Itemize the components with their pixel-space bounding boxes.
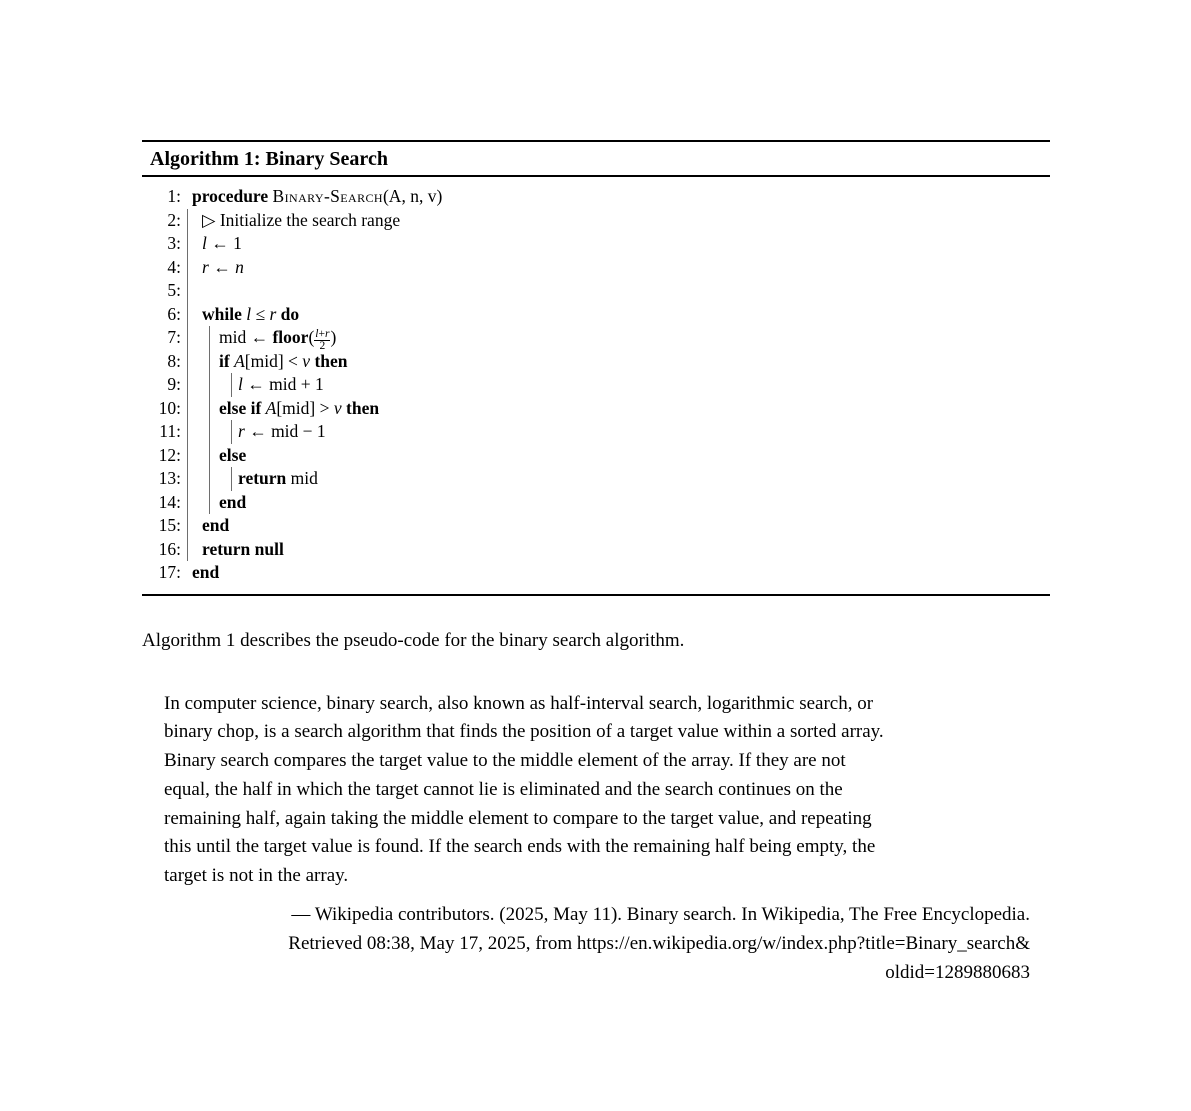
algorithm-caption: Algorithm 1 describes the pseudo-code for the binary search algorithm. — [142, 629, 685, 651]
quote-paragraph — [164, 690, 1030, 892]
code-text — [142, 209, 1050, 233]
indent-guide — [187, 256, 188, 280]
code-line-16 — [142, 538, 1050, 562]
code-line-2 — [142, 209, 1050, 233]
code-text-segment: mid ← — [219, 327, 273, 347]
code-text — [142, 561, 1050, 585]
code-text — [142, 467, 1050, 491]
code-text-segment: return null — [202, 538, 284, 559]
line-number: 9: — [167, 374, 181, 394]
code-text — [142, 303, 1050, 327]
code-text-segment: else if — [219, 397, 266, 418]
code-text — [142, 444, 1050, 468]
line-number: 6: — [167, 303, 181, 324]
code-text — [142, 514, 1050, 538]
code-text-segment: [mid] > — [276, 397, 334, 418]
indent-guide — [209, 467, 210, 491]
indent-guide — [209, 420, 210, 444]
indent-guide — [209, 373, 210, 397]
code-line-11 — [142, 420, 1050, 444]
indent-guide — [209, 444, 210, 468]
indent-guide — [231, 420, 232, 444]
indent-guide — [187, 397, 188, 421]
quote-line: equal, the half in which the target cannot lie is eliminated and the search continues on the — [164, 778, 843, 800]
indent-guide — [231, 373, 232, 397]
line-number: 5: — [167, 280, 181, 300]
line-number: 17: — [158, 562, 181, 582]
code-text-segment: ← mid + 1 — [242, 374, 324, 394]
code-text-segment: return — [238, 468, 287, 488]
code-line-17 — [142, 561, 1050, 585]
line-number: 12: — [158, 444, 181, 465]
code-text — [142, 491, 1050, 515]
code-text — [142, 538, 1050, 562]
code-text-segment: floor — [272, 327, 309, 347]
citation-line: — Wikipedia contributors. (2025, May 11). Binary search. In Wikipedia, The Free Encyclopedia. — [291, 904, 1030, 926]
indent-guide — [187, 232, 188, 256]
indent-guide — [209, 350, 210, 374]
indent-guide — [209, 326, 210, 350]
line-number: 7: — [167, 327, 181, 347]
indent-guide — [187, 444, 188, 468]
code-text-segment: do — [276, 303, 300, 324]
code-line-5 — [142, 279, 1050, 303]
code-text — [142, 397, 1050, 421]
code-text-segment: ( — [308, 327, 315, 347]
code-text-segment: end — [202, 515, 230, 535]
code-line-3 — [142, 232, 1050, 256]
code-line-6 — [142, 303, 1050, 327]
algorithm-title: Algorithm 1: Binary Search — [150, 148, 388, 170]
indent-guide — [187, 303, 188, 327]
line-number: 14: — [158, 491, 181, 512]
code-line-12 — [142, 444, 1050, 468]
code-text — [142, 350, 1050, 374]
code-text-segment: ≤ — [251, 303, 270, 324]
code-text-segment: ← 1 — [206, 233, 242, 253]
line-number: 16: — [158, 538, 181, 559]
line-number: 8: — [167, 350, 181, 371]
indent-guide — [187, 491, 188, 515]
line-number: 3: — [167, 233, 181, 253]
algorithm-body — [142, 177, 1050, 594]
code-text — [142, 326, 1050, 352]
code-text-segment: ) — [330, 327, 337, 347]
code-text-segment: then — [310, 350, 348, 371]
indent-guide — [209, 491, 210, 515]
indent-guide — [187, 350, 188, 374]
algorithm-bottom-rule — [142, 594, 1050, 596]
quote-line: Binary search compares the target value to the middle element of the array. If they are not — [164, 750, 846, 772]
indent-guide — [187, 279, 188, 303]
line-number: 13: — [158, 468, 181, 488]
line-number: 1: — [167, 186, 181, 206]
code-text-segment: l — [238, 374, 243, 394]
content-column — [142, 140, 1050, 987]
quote-line: target is not in the array. — [164, 865, 349, 887]
code-text-segment: while — [202, 303, 247, 324]
code-line-10 — [142, 397, 1050, 421]
code-line-14 — [142, 491, 1050, 515]
code-text-segment: A — [265, 397, 277, 418]
indent-guide — [209, 397, 210, 421]
code-text — [142, 373, 1050, 397]
code-text-segment: (A, n, v) — [382, 186, 443, 206]
code-text-segment: r — [238, 421, 245, 441]
code-line-9 — [142, 373, 1050, 397]
line-number: 4: — [167, 256, 181, 277]
code-text — [142, 420, 1050, 444]
code-line-15 — [142, 514, 1050, 538]
code-text — [142, 232, 1050, 256]
citation-block — [164, 901, 1030, 987]
indent-guide — [187, 420, 188, 444]
code-text-segment: then — [341, 397, 380, 418]
code-text-segment: l — [315, 328, 319, 340]
code-text-segment: [mid] < — [244, 350, 303, 371]
code-text-segment: ← — [208, 256, 236, 277]
code-line-13 — [142, 467, 1050, 491]
code-text-segment: v — [333, 397, 342, 418]
code-text-segment: + — [318, 328, 325, 340]
quote-line: remaining half, again taking the middle element to compare to the target value, and repeating — [164, 807, 872, 829]
code-text-segment: r — [269, 303, 277, 324]
indent-guide — [187, 514, 188, 538]
indent-guide — [187, 209, 188, 233]
code-line-4 — [142, 256, 1050, 280]
code-text-segment: A — [234, 350, 245, 371]
code-text-segment: n — [235, 256, 244, 277]
code-text-segment: ← mid − 1 — [244, 421, 326, 441]
line-number: 15: — [158, 515, 181, 535]
quote-line: this until the target value is found. If the search ends with the remaining half being empty, the — [164, 836, 876, 858]
code-text-segment: mid — [286, 468, 318, 488]
indent-guide — [187, 538, 188, 562]
code-line-1 — [142, 185, 1050, 209]
citation-line: Retrieved 08:38, May 17, 2025, from https://en.wikipedia.org/w/index.php?title=Binary_search& — [288, 932, 1030, 954]
code-text-segment: r — [202, 256, 209, 277]
citation-line: oldid=1289880683 — [885, 961, 1030, 983]
indent-guide — [187, 326, 188, 350]
code-text-segment: procedure — [192, 186, 273, 206]
quote-line: In computer science, binary search, also known as half-interval search, logarithmic search, or — [164, 692, 874, 714]
indent-guide — [187, 373, 188, 397]
code-text-segment: 2 — [319, 340, 326, 352]
line-number: 2: — [167, 209, 181, 230]
code-text-segment: ▷ Initialize the search range — [202, 209, 401, 230]
code-line-8 — [142, 350, 1050, 374]
code-text — [142, 256, 1050, 280]
code-text-segment: r — [324, 328, 330, 340]
indent-guide — [231, 467, 232, 491]
code-text-segment: l — [246, 303, 252, 324]
code-text-segment: end — [192, 562, 220, 582]
code-text-segment: v — [302, 350, 311, 371]
code-text-segment: Binary-Search — [272, 186, 383, 206]
code-text-segment: if — [219, 350, 235, 371]
code-text-segment: end — [219, 491, 247, 512]
quote-line: binary chop, is a search algorithm that finds the position of a target value within a sorted array. — [164, 721, 884, 743]
code-text-segment: else — [219, 444, 247, 465]
code-text — [142, 185, 1050, 209]
line-number: 11: — [159, 421, 181, 441]
code-line-7 — [142, 326, 1050, 350]
indent-guide — [187, 467, 188, 491]
code-text-segment: l — [202, 233, 207, 253]
line-number: 10: — [158, 397, 181, 418]
